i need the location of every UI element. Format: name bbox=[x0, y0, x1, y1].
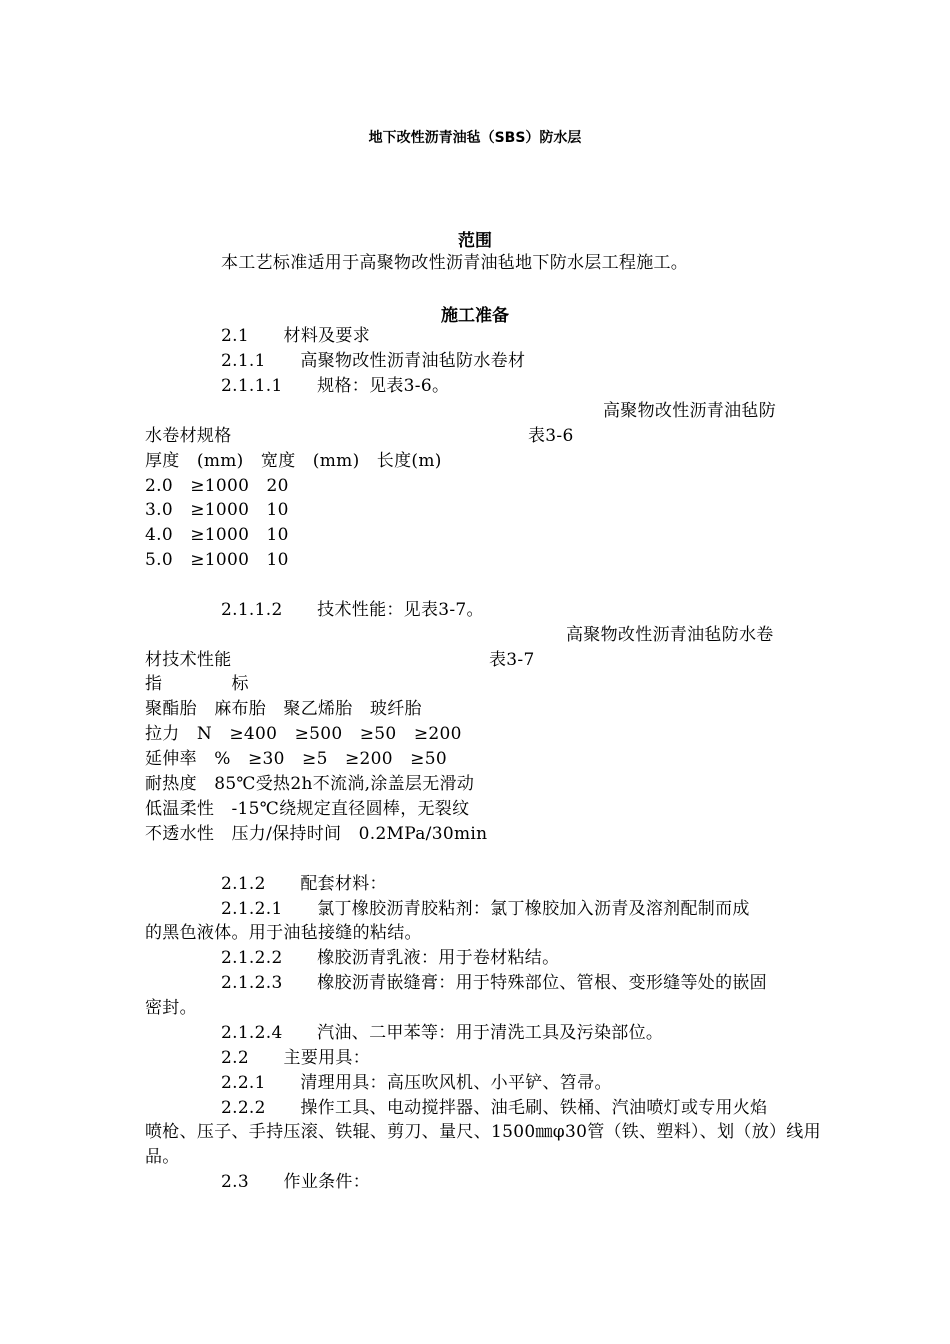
table-3-6-caption-cont: 水卷材规格 bbox=[145, 426, 232, 446]
table-3-6-caption: 高聚物改性沥青油毡防 bbox=[603, 401, 776, 421]
clause-2-1-1: 2.1.1 高聚物改性沥青油毡防水卷材 bbox=[221, 351, 526, 371]
clause-2-1-1-1: 2.1.1.1 规格：见表3-6。 bbox=[221, 376, 450, 396]
table-row: 耐热度 85℃受热2h不流淌,涂盖层无滑动 bbox=[145, 774, 475, 794]
clause-2-1-2-4: 2.1.2.4 汽油、二甲苯等：用于清洗工具及污染部位。 bbox=[221, 1023, 664, 1043]
clause-2-1-2-1-cont: 的黑色液体。用于油毡接缝的粘结。 bbox=[145, 923, 422, 943]
clause-2-2-2-cont: 喷枪、压子、手持压滚、铁辊、剪刀、量尺、1500㎜φ30管（铁、塑料）、划（放）线用 bbox=[145, 1122, 821, 1142]
clause-2-1-2-1: 2.1.2.1 氯丁橡胶沥青胶粘剂：氯丁橡胶加入沥青及溶剂配制而成 bbox=[221, 899, 750, 919]
clause-2-1-2-3: 2.1.2.3 橡胶沥青嵌缝膏：用于特殊部位、管根、变形缝等处的嵌固 bbox=[221, 973, 767, 993]
table-row: 2.0 ≥1000 20 bbox=[145, 476, 289, 496]
table-row: 5.0 ≥1000 10 bbox=[145, 550, 289, 570]
table-row: 聚酯胎 麻布胎 聚乙烯胎 玻纤胎 bbox=[145, 699, 422, 719]
scope-text: 本工艺标准适用于高聚物改性沥青油毡地下防水层工程施工。 bbox=[221, 253, 689, 273]
clause-2-1-2-3-cont: 密封。 bbox=[145, 998, 197, 1018]
clause-2-1-1-2: 2.1.1.2 技术性能：见表3-7。 bbox=[221, 600, 484, 620]
clause-2-2: 2.2 主要用具： bbox=[221, 1048, 371, 1068]
table-row: 不透水性 压力/保持时间 0.2MPa/30min bbox=[145, 824, 488, 844]
document-title: 地下改性沥青油毡（SBS）防水层 bbox=[368, 130, 582, 146]
table-3-7-number: 表3-7 bbox=[489, 650, 535, 670]
table-row: 延伸率 % ≥30 ≥5 ≥200 ≥50 bbox=[145, 749, 447, 769]
table-3-7-caption: 高聚物改性沥青油毡防水卷 bbox=[566, 625, 774, 645]
clause-2-1-2: 2.1.2 配套材料： bbox=[221, 874, 387, 894]
clause-2-2-2: 2.2.2 操作工具、电动搅拌器、油毛刷、铁桶、汽油喷灯或专用火焰 bbox=[221, 1098, 768, 1118]
section-heading-preparation: 施工准备 bbox=[441, 306, 509, 326]
section-heading-scope: 范围 bbox=[458, 231, 492, 251]
clause-2-2-2-cont2: 品。 bbox=[145, 1147, 180, 1167]
table-3-7-caption-cont: 材技术性能 bbox=[145, 650, 232, 670]
table-3-6-number: 表3-6 bbox=[528, 426, 574, 446]
clause-2-2-1: 2.2.1 清理用具：高压吹风机、小平铲、笤帚。 bbox=[221, 1073, 612, 1093]
clause-2-3: 2.3 作业条件： bbox=[221, 1172, 371, 1192]
clause-2-1: 2.1 材料及要求 bbox=[221, 326, 371, 346]
table-row: 低温柔性 -15℃绕规定直径圆棒，无裂纹 bbox=[145, 799, 470, 819]
table-row: 指 标 bbox=[145, 674, 249, 694]
table-row: 4.0 ≥1000 10 bbox=[145, 525, 289, 545]
clause-2-1-2-2: 2.1.2.2 橡胶沥青乳液：用于卷材粘结。 bbox=[221, 948, 560, 968]
table-row: 3.0 ≥1000 10 bbox=[145, 500, 289, 520]
table-3-6-header: 厚度 (mm) 宽度 (mm) 长度(m) bbox=[145, 451, 442, 471]
table-row: 拉力 N ≥400 ≥500 ≥50 ≥200 bbox=[145, 724, 462, 744]
